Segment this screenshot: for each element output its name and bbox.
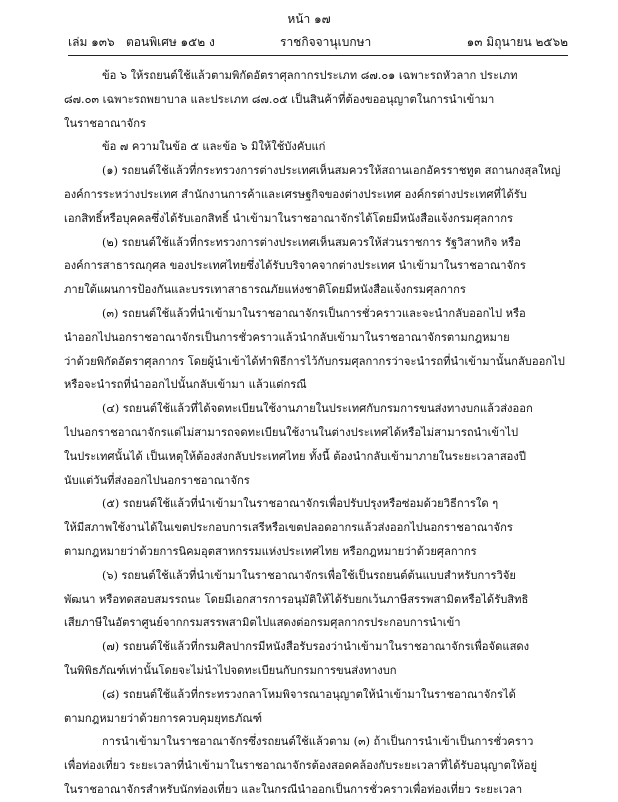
body-line: ในประเทศนั้นได้ เป็นเหตุให้ต้องส่งกลับประเทศไทย ทั้งนี้ ต้องนำกลับเข้ามาภายในระยะเวลาสองปี xyxy=(64,449,526,463)
body-line: ตามกฎหมายว่าด้วยการควบคุมยุทธภัณฑ์ xyxy=(64,711,263,725)
body-line: (๗) รถยนต์ใช้แล้วที่กรมศิลปากรมีหนังสือรับรองว่านำเข้ามาในราชอาณาจักรเพื่อจัดแสดง xyxy=(102,640,530,654)
body-line: (๕) รถยนต์ใช้แล้วที่นำเข้ามาในราชอาณาจักรเพื่อปรับปรุงหรือซ่อมด้วยวิธีการใด ๆ xyxy=(102,497,499,511)
body-line: เอกสิทธิ์หรือบุคคลซึ่งได้รับเอกสิทธิ์ นำเข้ามาในราชอาณาจักรได้โดยมีหนังสือแจ้งกรมศุลกากร xyxy=(64,211,513,225)
issue-date: ๑๓ มิถุนายน ๒๕๖๒ xyxy=(466,35,568,49)
body-line: ข้อ ๗ ความในข้อ ๕ และข้อ ๖ มิให้ใช้บังคับแก่ xyxy=(102,140,326,154)
gazette-header xyxy=(68,33,568,51)
body-line: การนำเข้ามาในราชอาณาจักรซึ่งรถยนต์ใช้แล้วตาม (๓) ถ้าเป็นการนำเข้าเป็นการชั่วคราว xyxy=(102,735,534,749)
body-line: ข้อ ๖ ให้รถยนต์ใช้แล้วตามพิกัดอัตราศุลกากรประเภท ๘๗.๐๑ เฉพาะรถหัวลาก ประเภท xyxy=(102,69,518,82)
body-line: (๒) รถยนต์ใช้แล้วที่กระทรวงการต่างประเทศเห็นสมควรให้ส่วนราชการ รัฐวิสาหกิจ หรือ xyxy=(102,235,521,249)
edition-label: ตอนพิเศษ ๑๕๒ ง xyxy=(126,35,215,49)
gazette-title: ราชกิจจานุเบกษา xyxy=(280,35,372,49)
body-line: (๑) รถยนต์ใช้แล้วที่กระทรวงการต่างประเทศเห็นสมควรให้สถานเอกอัครราชทูต สถานกงสุลใหญ่ xyxy=(102,164,561,178)
body-line: ว่าด้วยพิกัดอัตราศุลกากร โดยผู้นำเข้าได้ทำพิธีการไว้กับกรมศุลกากรว่าจะนำรถที่นำเข้ามานั้นกลับออกไป xyxy=(64,354,565,368)
page-number: หน้า ๑๗ xyxy=(287,12,331,26)
body-line: ในราชอาณาจักร xyxy=(64,116,146,130)
body-line: (๓) รถยนต์ใช้แล้วที่นำเข้ามาในราชอาณาจักรเป็นการชั่วคราวและจะนำกลับออกไป หรือ xyxy=(102,306,526,320)
body-line: ตามกฎหมายว่าด้วยการนิคมอุตสาหกรรมแห่งประเทศไทย หรือกฎหมายว่าด้วยศุลกากร xyxy=(64,544,477,558)
body-line: ไปนอกราชอาณาจักรแต่ไม่สามารถจดทะเบียนใช้งานในต่างประเทศได้หรือไม่สามารถนำเข้าไป xyxy=(64,425,519,439)
body-line: (๔) รถยนต์ใช้แล้วที่ได้จดทะเบียนใช้งานภายในประเทศกับกรมการขนส่งทางบกแล้วส่งออก xyxy=(102,402,533,416)
body-line: นำออกไปนอกราชอาณาจักรเป็นการชั่วคราวแล้วนำกลับเข้ามาในราชอาณาจักรตามกฎหมาย xyxy=(64,330,510,344)
body-line: พัฒนา หรือทดสอบสมรรถนะ โดยมีเอกสารการอนุมัติให้ได้รับยกเว้นภาษีสรรพสามิตหรือได้รับสิทธิ xyxy=(64,592,529,606)
body-line: องค์การระหว่างประเทศ สำนักงานการค้าและเศรษฐกิจของต่างประเทศ องค์กรต่างประเทศที่ได้รับ xyxy=(64,187,527,201)
volume-label: เล่ม ๑๓๖ xyxy=(68,35,115,49)
body-line: องค์การสาธารณกุศล ของประเทศไทยซึ่งได้รับบริจาคจากต่างประเทศ นำเข้ามาในราชอาณาจักร xyxy=(64,259,526,273)
body-line: หรือจะนำรถที่นำออกไปนั้นกลับเข้ามา แล้วแต่กรณี xyxy=(64,378,307,392)
body-line: ในราชอาณาจักรสำหรับนักท่องเที่ยว และในกรณีนำออกเป็นการชั่วคราวเพื่อท่องเที่ยว ระยะเวลา xyxy=(64,782,523,796)
body-line: นับแต่วันที่ส่งออกไปนอกราชอาณาจักร xyxy=(64,473,250,487)
body-line: เสียภาษีในอัตราศูนย์จากกรมสรรพสามิตไปแสดงต่อกรมศุลกากรประกอบการนำเข้า xyxy=(64,616,461,630)
document-body xyxy=(64,64,570,802)
body-line: ในพิพิธภัณฑ์เท่านั้นโดยจะไม่นำไปจดทะเบียนกับกรมการขนส่งทางบก xyxy=(64,663,397,677)
body-line: ๘๗.๐๓ เฉพาะรถพยาบาล และประเภท ๘๗.๐๕ เป็นสินค้าที่ต้องขออนุญาตในการนำเข้ามา xyxy=(64,92,495,106)
header-divider xyxy=(68,55,568,56)
body-line: ภายใต้แผนการป้องกันและบรรเทาสาธารณภัยแห่งชาติโดยมีหนังสือแจ้งกรมศุลกากร xyxy=(64,283,466,297)
body-line: (๘) รถยนต์ใช้แล้วที่กระทรวงกลาโหมพิจารณาอนุญาตให้นำเข้ามาในราชอาณาจักรได้ xyxy=(102,687,516,701)
body-line: (๖) รถยนต์ใช้แล้วที่นำเข้ามาในราชอาณาจักรเพื่อใช้เป็นรถยนต์ต้นแบบสำหรับการวิจัย xyxy=(102,568,516,582)
body-line: เพื่อท่องเที่ยว ระยะเวลาที่นำเข้ามาในราชอาณาจักรต้องสอดคล้องกับระยะเวลาที่ได้รับอนุญาตให้อยู่ xyxy=(64,759,538,773)
body-line: ให้มีสภาพใช้งานได้ในเขตประกอบการเสรีหรือเขตปลอดอากรแล้วส่งออกไปนอกราชอาณาจักร xyxy=(64,521,513,535)
